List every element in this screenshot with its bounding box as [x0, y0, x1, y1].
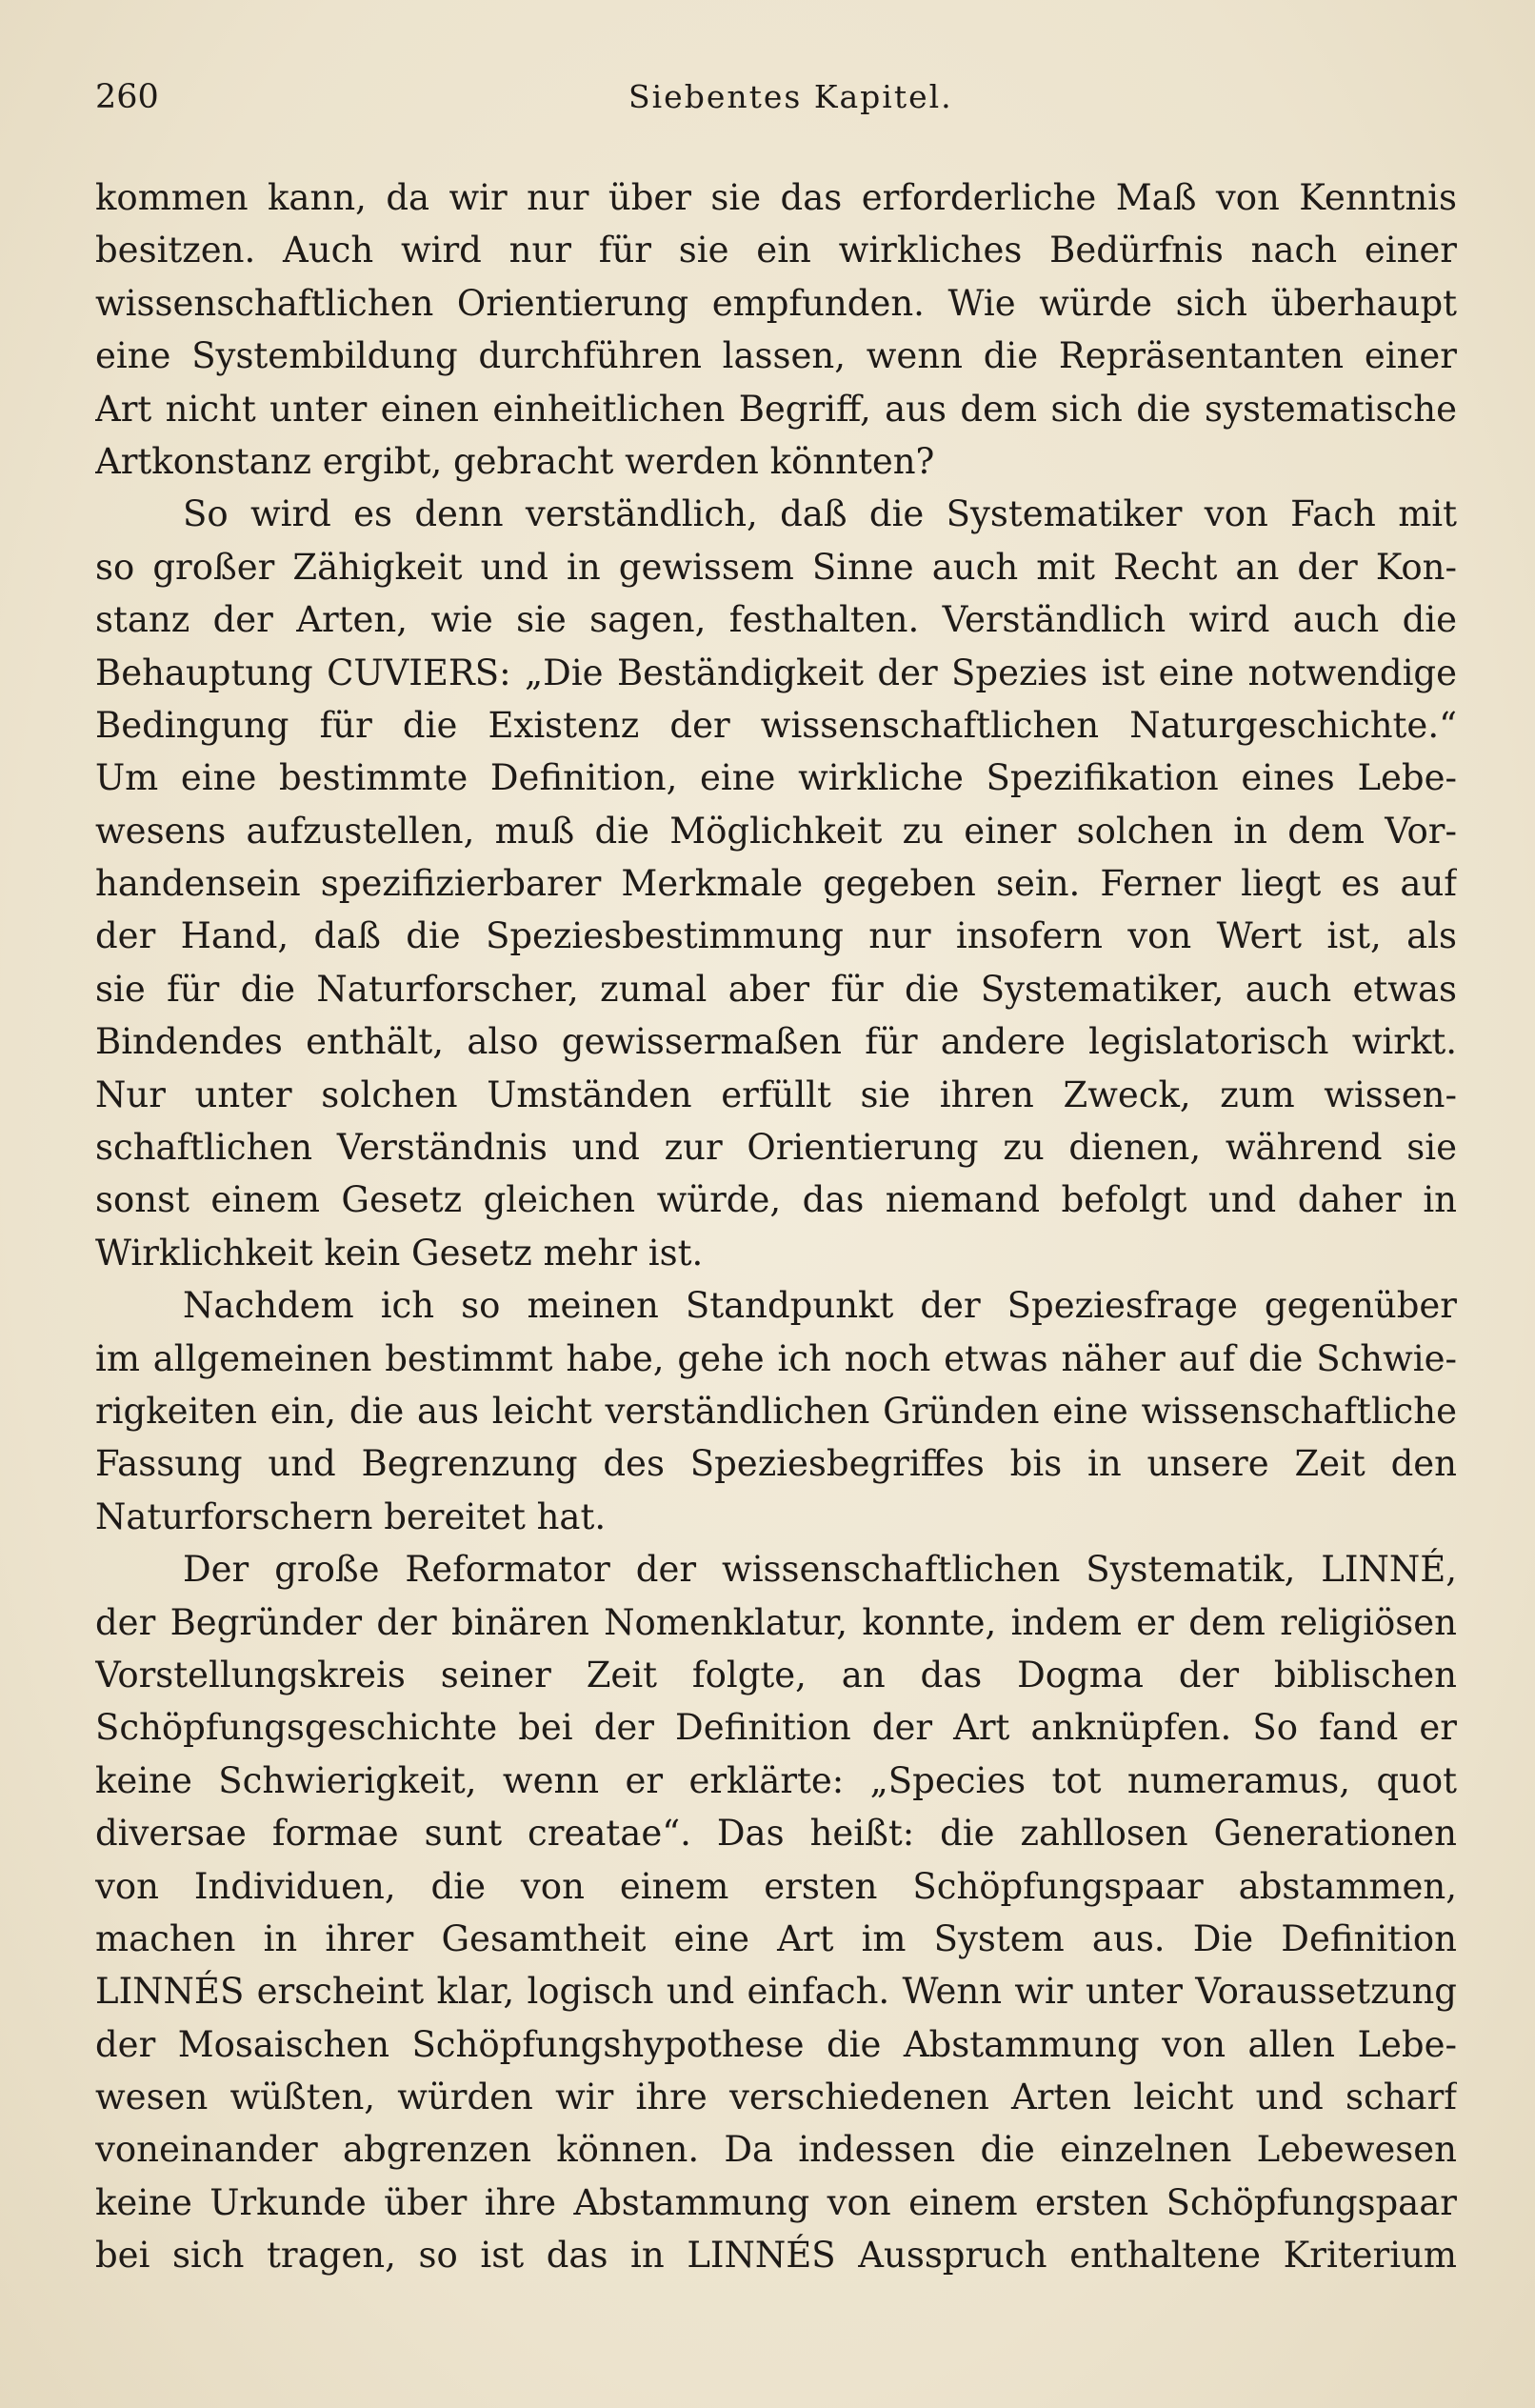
text-line: wissenschaftlichen Orientierung empfunden. Wie würde sich überhaupt — [95, 282, 1457, 324]
page-number: 260 — [95, 78, 159, 116]
body-text — [95, 171, 1457, 2282]
text-line: keine Urkunde über ihre Abstammung von einem ersten Schöpfungspaar — [95, 2181, 1457, 2223]
text-line: der Mosaischen Schöpfungshypothese die Abstammung von allen Lebe- — [95, 2023, 1457, 2065]
text-line: im allgemeinen bestimmt habe, gehe ich noch etwas näher auf die Schwie- — [95, 1337, 1457, 1379]
text-line: Behauptung CUVIERS: „Die Beständigkeit der Spezies ist eine notwendige — [95, 652, 1457, 693]
text-line: der Begründer der binären Nomenklatur, konnte, indem er dem religiösen — [95, 1601, 1457, 1643]
text-line: schaftlichen Verständnis und zur Orientierung zu dienen, während sie — [95, 1127, 1457, 1169]
text-line: machen in ihrer Gesamtheit eine Art im System aus. Die Definition — [95, 1917, 1457, 1959]
text-line: der Hand, daß die Speziesbestimmung nur insofern von Wert ist, als — [95, 915, 1457, 957]
text-line: wesen wüßten, würden wir ihre verschiedenen Arten leicht und scharf — [95, 2077, 1457, 2118]
text-line: Nur unter solchen Umständen erfüllt sie ihren Zweck, zum wissen- — [95, 1074, 1457, 1115]
text-line: Bedingung für die Existenz der wissenschaftlichen Naturgeschichte.“ — [95, 704, 1457, 746]
text-line: Art nicht unter einen einheitlichen Begriff, aus dem sich die systematische — [95, 388, 1457, 430]
text-line: stanz der Arten, wie sie sagen, festhalten. Verständlich wird auch die — [95, 599, 1457, 641]
text-line: handensein spezifizierbarer Merkmale gegeben sein. Ferner liegt es auf — [95, 863, 1457, 905]
text-line: Um eine bestimmte Definition, eine wirkliche Spezifikation eines Lebe- — [95, 757, 1457, 799]
text-line: so großer Zähigkeit und in gewissem Sinne auch mit Recht an der Kon- — [95, 546, 1457, 588]
text-line: Wirklichkeit kein Gesetz mehr ist. — [95, 1232, 704, 1274]
text-line: besitzen. Auch wird nur für sie ein wirkliches Bedürfnis nach einer — [95, 230, 1457, 271]
text-line: kommen kann, da wir nur über sie das erforderliche Maß von Kenntnis — [95, 177, 1457, 218]
running-head — [95, 69, 1447, 126]
text-line: keine Schwierigkeit, wenn er erklärte: „Species tot numeramus, quot — [95, 1759, 1457, 1801]
text-line: rigkeiten ein, die aus leicht verständlichen Gründen eine wissenschaftliche — [95, 1390, 1457, 1432]
text-line: So wird es denn verständlich, daß die Systematiker von Fach mit — [183, 493, 1457, 535]
text-line: LINNÉS erscheint klar, logisch und einfach. Wenn wir unter Voraussetzung — [95, 1971, 1457, 2013]
text-line: Naturforschern bereitet hat. — [95, 1495, 607, 1537]
text-line: voneinander abgrenzen können. Da indessen die einzelnen Lebewesen — [95, 2129, 1457, 2171]
text-line: wesens aufzustellen, muß die Möglichkeit zu einer solchen in dem Vor- — [95, 810, 1457, 852]
text-line: Vorstellungskreis seiner Zeit folgte, an das Dogma der biblischen — [95, 1654, 1457, 1696]
text-line: sie für die Naturforscher, zumal aber für die Systematiker, auch etwas — [95, 968, 1457, 1010]
text-line: Nachdem ich so meinen Standpunkt der Speziesfrage gegenüber — [183, 1285, 1457, 1327]
text-line: Bindendes enthält, also gewissermaßen für andere legislatorisch wirkt. — [95, 1021, 1457, 1063]
text-line: bei sich tragen, so ist das in LINNÉS Ausspruch enthaltene Kriterium — [95, 2235, 1457, 2277]
text-line: diversae formae sunt creatae“. Das heißt: die zahllosen Generationen — [95, 1813, 1457, 1855]
text-line: sonst einem Gesetz gleichen würde, das niemand befolgt und daher in — [95, 1179, 1457, 1221]
chapter-title: Siebentes Kapitel. — [628, 78, 953, 115]
text-line: Fassung und Begrenzung des Speziesbegriffes bis in unsere Zeit den — [95, 1443, 1457, 1485]
text-line: Der große Reformator der wissenschaftlichen Systematik, LINNÉ, — [183, 1549, 1457, 1591]
text-line: von Individuen, die von einem ersten Schöpfungspaar abstammen, — [95, 1865, 1457, 1907]
text-line: Artkonstanz ergibt, gebracht werden könnten? — [95, 440, 935, 482]
text-line: Schöpfungsgeschichte bei der Definition der Art anknüpfen. So fand er — [95, 1707, 1457, 1749]
text-line: eine Systembildung durchführen lassen, wenn die Repräsentanten einer — [95, 335, 1457, 377]
